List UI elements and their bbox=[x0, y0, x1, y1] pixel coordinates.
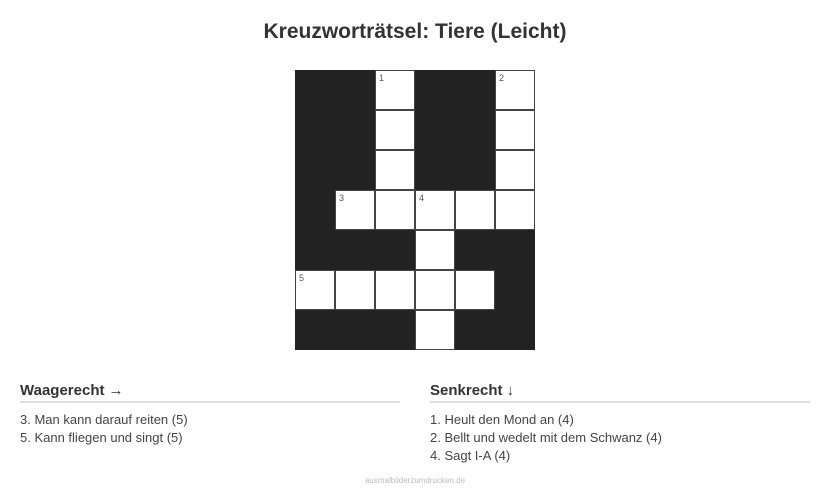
grid-cell[interactable] bbox=[375, 70, 415, 110]
across-clue: 5. Kann fliegen und singt (5) bbox=[20, 430, 183, 445]
down-clues bbox=[430, 382, 810, 465]
grid-cell[interactable] bbox=[455, 270, 495, 310]
grid-block bbox=[375, 310, 415, 350]
grid-cell[interactable] bbox=[495, 150, 535, 190]
grid-block bbox=[455, 230, 495, 270]
grid-cell[interactable] bbox=[415, 310, 455, 350]
grid-cell[interactable] bbox=[415, 230, 455, 270]
grid-block bbox=[295, 190, 335, 230]
cell-number: 5 bbox=[299, 273, 305, 283]
cell-number: 1 bbox=[379, 73, 385, 83]
grid-cell[interactable] bbox=[495, 190, 535, 230]
grid-block bbox=[335, 150, 375, 190]
grid-block bbox=[415, 110, 455, 150]
grid-block bbox=[335, 110, 375, 150]
across-clue: 3. Man kann darauf reiten (5) bbox=[20, 412, 188, 427]
down-clue: 1. Heult den Mond an (4) bbox=[430, 412, 574, 427]
grid-block bbox=[495, 270, 535, 310]
page-title: Kreuzworträtsel: Tiere (Leicht) bbox=[263, 20, 567, 43]
grid-block bbox=[415, 70, 455, 110]
grid-block bbox=[295, 230, 335, 270]
grid-cell[interactable] bbox=[335, 190, 375, 230]
grid-block bbox=[455, 150, 495, 190]
grid-cell[interactable] bbox=[375, 110, 415, 150]
right-arrow-icon: → bbox=[108, 382, 124, 399]
across-clues bbox=[20, 382, 400, 447]
across-heading-label: Waagerecht bbox=[20, 382, 105, 399]
grid-cell[interactable] bbox=[415, 190, 455, 230]
grid-cell[interactable] bbox=[375, 270, 415, 310]
crossword-grid bbox=[295, 70, 535, 350]
grid-block bbox=[455, 110, 495, 150]
grid-cell[interactable] bbox=[295, 270, 335, 310]
grid-block bbox=[335, 230, 375, 270]
grid-block bbox=[495, 310, 535, 350]
grid-cell[interactable] bbox=[375, 150, 415, 190]
down-heading-label: Senkrecht bbox=[430, 382, 503, 399]
grid-block bbox=[455, 310, 495, 350]
grid-block bbox=[295, 310, 335, 350]
cell-number: 4 bbox=[419, 193, 425, 203]
grid-block bbox=[335, 70, 375, 110]
cell-number: 2 bbox=[499, 73, 505, 83]
cell-number: 3 bbox=[339, 193, 345, 203]
grid-cell[interactable] bbox=[495, 110, 535, 150]
down-heading bbox=[430, 382, 810, 403]
across-heading bbox=[20, 382, 400, 403]
footer-watermark: ausmalbilderzumdrucken.de bbox=[364, 476, 466, 485]
grid-cell[interactable] bbox=[415, 270, 455, 310]
grid-cell[interactable] bbox=[495, 70, 535, 110]
grid-block bbox=[295, 150, 335, 190]
grid-cell[interactable] bbox=[375, 190, 415, 230]
grid-block bbox=[375, 230, 415, 270]
grid-block bbox=[295, 70, 335, 110]
down-clue: 4. Sagt I-A (4) bbox=[430, 448, 511, 463]
grid-block bbox=[455, 70, 495, 110]
grid-block bbox=[295, 110, 335, 150]
down-arrow-icon: ↓ bbox=[506, 382, 515, 399]
grid-block bbox=[415, 150, 455, 190]
grid-cell[interactable] bbox=[455, 190, 495, 230]
down-clue: 2. Bellt und wedelt mit dem Schwanz (4) bbox=[430, 430, 662, 445]
grid-cell[interactable] bbox=[335, 270, 375, 310]
grid-block bbox=[495, 230, 535, 270]
grid-block bbox=[335, 310, 375, 350]
